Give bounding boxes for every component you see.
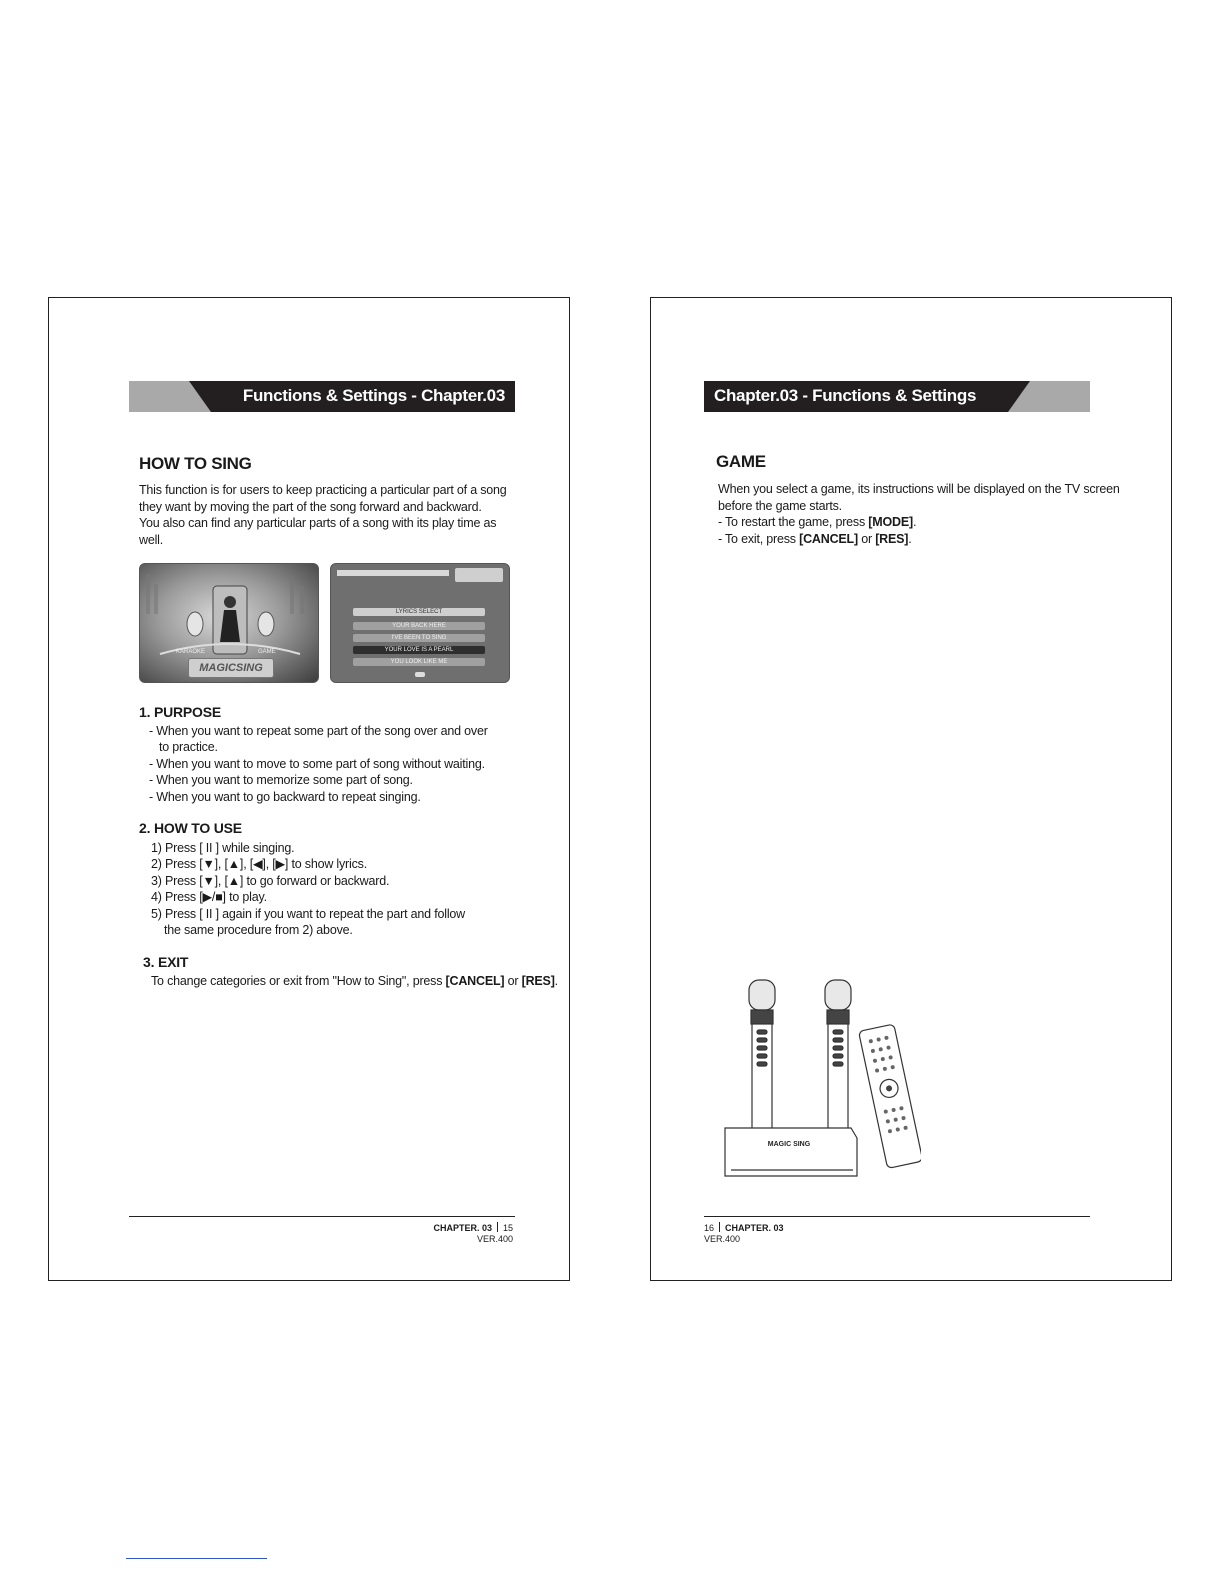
purpose-line: - When you want to repeat some part of the song over and over [149, 724, 488, 738]
exit-text-part: . [554, 974, 558, 988]
right-page [650, 297, 1172, 1281]
restart-end: . [912, 515, 917, 529]
restart-text: - To restart the game, press [718, 515, 869, 529]
mode-key: [MODE] [868, 515, 913, 529]
scroll-indicator-icon [415, 672, 425, 677]
cancel-key: [CANCEL] [445, 974, 505, 988]
banner-title: Functions & Settings - Chapter.03 [242, 386, 505, 405]
step-line: 1) Press [ II ] while singing. [151, 841, 295, 855]
page-number: 15 [502, 1223, 513, 1233]
step-line: the same procedure from 2) above. [164, 923, 353, 937]
menu-item-selected [353, 646, 485, 654]
intro-line: This function is for users to keep practicing a particular part of a song [139, 483, 507, 497]
microphone-icon [825, 980, 851, 1134]
remote-control-icon [859, 1024, 921, 1168]
hint-strip [337, 570, 449, 576]
product-illustration [721, 978, 921, 1188]
intro-line: You also can find any particular parts of a song with its play time as [139, 516, 497, 530]
menu-item [353, 622, 485, 630]
exit-line [718, 531, 1138, 548]
menu-item-label: I'VE BEEN TO SING [391, 635, 447, 641]
step-line: 2) Press [▼], [▲], [◀], [▶] to show lyrics. [151, 857, 367, 871]
exit-text-part: or [504, 974, 522, 988]
exit-text-part: To change categories or exit from "How to Sing", press [151, 974, 446, 988]
purpose-line: to practice. [159, 740, 218, 754]
purpose-line: - When you want to go backward to repeat singing. [149, 790, 421, 804]
microphone-icon [749, 980, 775, 1134]
game-label: GAME [258, 649, 276, 655]
footer-chapter: CHAPTER. 03 [725, 1223, 784, 1233]
menu-title-bar [353, 608, 485, 616]
footer-rule [129, 1216, 515, 1217]
exit-text [151, 973, 558, 990]
step-line: 3) Press [▼], [▲] to go forward or backward. [151, 874, 390, 888]
footer-version: VER.400 [704, 1234, 741, 1244]
purpose-heading: 1. PURPOSE [139, 704, 222, 720]
menu-title: LYRICS SELECT [395, 609, 443, 615]
game-paragraph [718, 481, 1138, 547]
body-line: When you select a game, its instructions will be displayed on the TV screen [718, 482, 1120, 496]
bottom-link-underline[interactable] [126, 1558, 267, 1559]
intro-line: well. [139, 532, 164, 547]
menu-item [353, 658, 485, 666]
footer-chapter: CHAPTER. 03 [433, 1223, 492, 1233]
footer-version: VER.400 [476, 1234, 513, 1244]
banner-title: Chapter.03 - Functions & Settings [714, 386, 977, 405]
purpose-line: - When you want to move to some part of song without waiting. [149, 757, 485, 771]
exit-end: . [908, 531, 912, 546]
chapter-banner [704, 381, 1090, 412]
body-line: before the game starts. [718, 498, 842, 513]
step-line: 4) Press [▶/■] to play. [151, 890, 267, 904]
cancel-key: [CANCEL] [799, 531, 858, 546]
menu-item [353, 634, 485, 642]
menu-item-label: YOUR BACK HERE [392, 623, 446, 629]
left-page [48, 297, 570, 1281]
page-footer [704, 1222, 784, 1245]
karaoke-label: KARAOKE [176, 649, 206, 655]
page-footer [433, 1222, 513, 1245]
main-menu-screenshot [139, 563, 319, 683]
section-title: HOW TO SING [139, 454, 252, 473]
res-key: [RES] [521, 974, 555, 988]
magicsing-logo: MAGICSING [188, 658, 274, 678]
menu-item-label: YOUR LOVE IS A PEARL [384, 647, 454, 653]
chapter-banner [129, 381, 515, 412]
restart-line [718, 514, 1138, 531]
screen-logo-badge [455, 568, 503, 582]
footer-rule [704, 1216, 1090, 1217]
product-logo: MAGIC SING [767, 1141, 811, 1148]
how-to-use-heading: 2. HOW TO USE [139, 820, 242, 836]
exit-text: - To exit, press [718, 531, 800, 546]
res-key: [RES] [875, 531, 909, 546]
intro-paragraph [139, 482, 519, 548]
section-title: GAME [716, 452, 766, 471]
dock-base-icon [725, 1128, 857, 1176]
exit-text: or [857, 531, 876, 546]
purpose-line: - When you want to memorize some part of song. [149, 773, 413, 787]
exit-heading: 3. EXIT [143, 954, 189, 970]
intro-line: they want by moving the part of the song forward and backward. [139, 499, 482, 514]
step-line: 5) Press [ II ] again if you want to repeat the part and follow [151, 907, 465, 921]
page-number: 16 [704, 1223, 715, 1233]
menu-item-label: YOU LOOK LIKE ME [390, 659, 448, 665]
lyrics-select-screenshot [330, 563, 510, 683]
